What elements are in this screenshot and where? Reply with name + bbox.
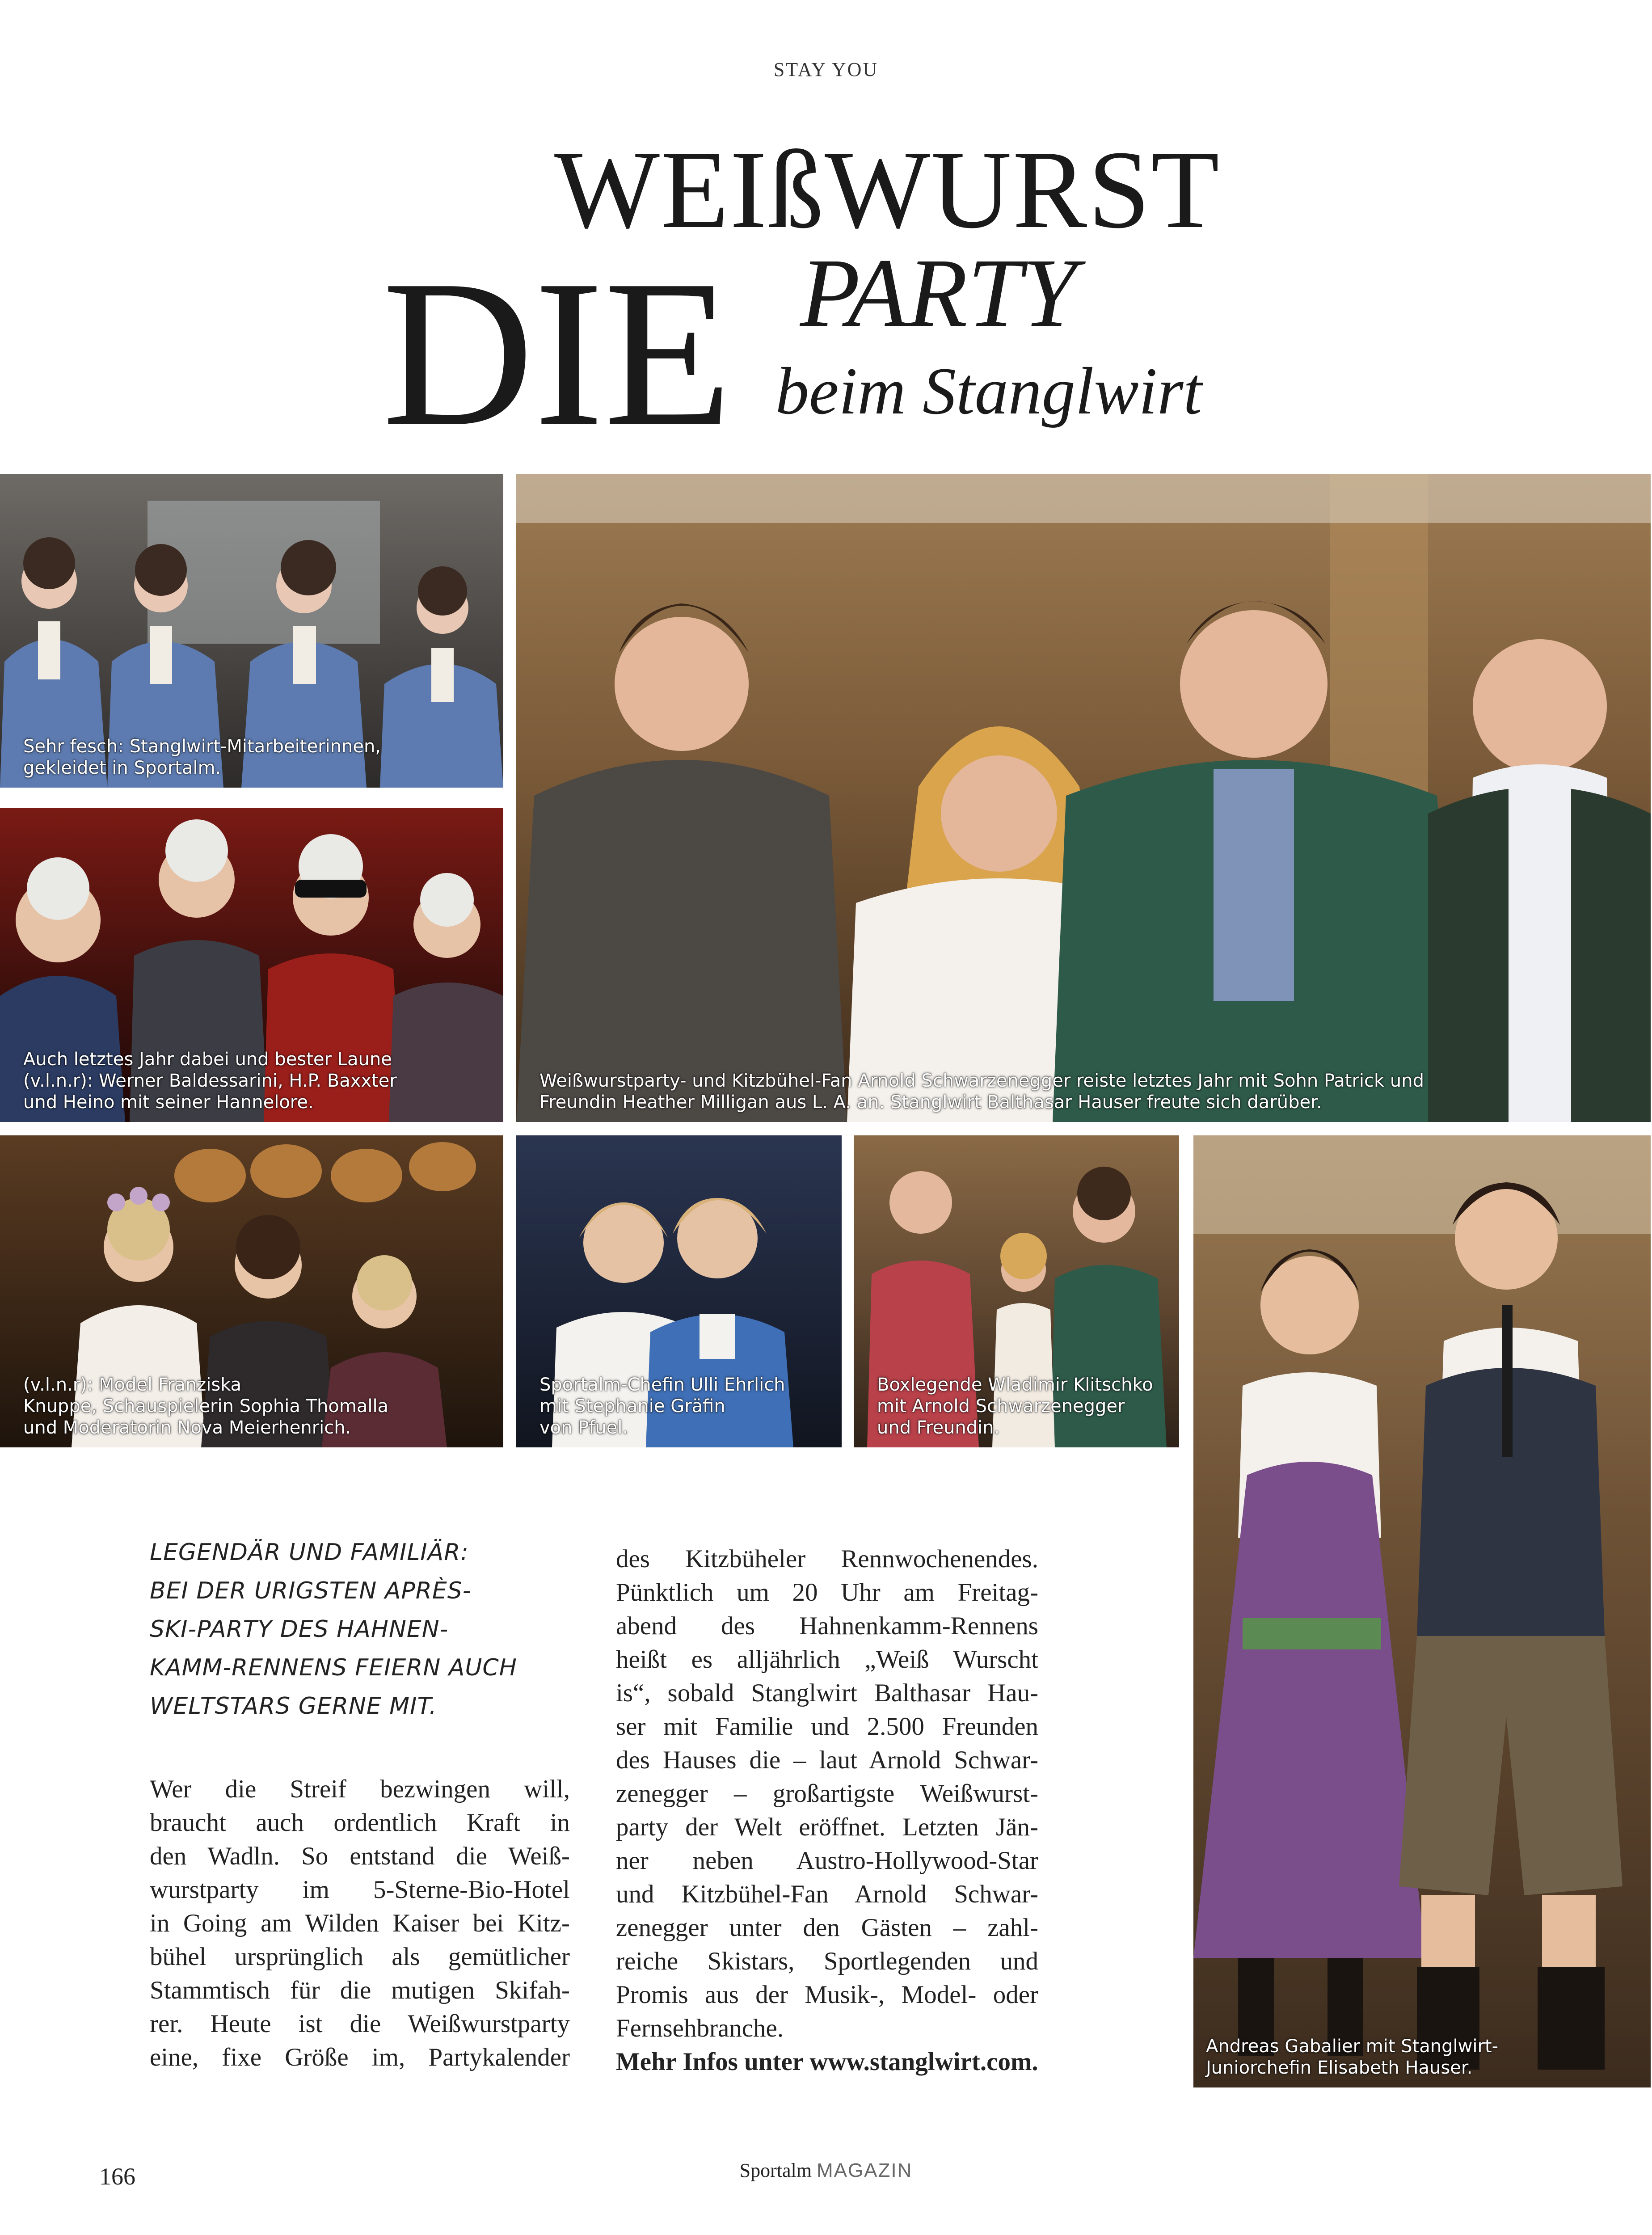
title-party: PARTY (800, 238, 1077, 347)
photo-baldessarini-baxxter-heino (0, 808, 503, 1122)
footer-brand: Sportalm (739, 2159, 812, 2181)
footer-magazine: MAGAZIN (816, 2159, 913, 2181)
photo-gabalier-hauser (1193, 1135, 1651, 2087)
page-number: 166 (99, 2163, 135, 2190)
more-info-link[interactable]: Mehr Infos unter www.stanglwirt.com. (616, 2048, 1038, 2076)
photo-staff (0, 474, 503, 788)
caption-schwarzenegger: Weißwurstparty- und Kitzbühel-Fan Arnold Schwarzenegger reiste letztes Jahr mit Sohn Patrick und Freundin Heather Milligan aus L. A. an. Stanglwirt Balthasar Hauser freute sich darüber. (539, 1071, 1424, 1113)
title-beim-stanglwirt: beim Stanglwirt (775, 354, 1202, 428)
article-column-2: des Kitzbüheler Rennwochenendes. Pünktlich um 20 Uhr am Freitag- abend des Hahnenkamm-Rennens heißt es alljährlich „Weiß Wurscht is“, sobald Stanglwirt Balthasar Hau- ser mit Familie und 2.500 Freunden des Hauses die – laut Arnold Schwar- zenegger – großartigste Weißwurst- party der Welt eröffnet. Letzten Jän- ner neben Austro-Hollywood-Star und Kitzbühel-Fan Arnold Schwar- zenegger unter den Gästen – zahl- reiche Skistars, Sportlegenden und Promis aus der Musik-, Model- oder Fernsehbranche. Mehr Infos unter www.stanglwirt.com. (616, 1542, 1038, 2079)
magazine-footer (0, 2159, 1652, 2182)
caption-ehrlich: Sportalm-Chefin Ulli Ehrlich mit Stephanie Gräfin von Pfuel. (539, 1375, 785, 1438)
caption-knuppe: (v.l.n.r): Model Franziska Knuppe, Schauspielerin Sophia Thomalla und Moderatorin Nova Meierhenrich. (23, 1375, 389, 1438)
photo-schwarzenegger-image (516, 474, 1651, 1122)
article-column-1: Wer die Streif bezwingen will, braucht auch ordentlich Kraft in den Wadln. So entstand die Weiß- wurstparty im 5-Sterne-Bio-Hotel in Going am Wilden Kaiser bei Kitz- bühel ursprünglich als gemütlicher Stammtisch für die mutigen Skifah- rer. Heute ist die Weißwurstparty eine, fixe Größe im, Partykalender (150, 1775, 570, 2071)
caption-staff: Sehr fesch: Stanglwirt-Mitarbeiterinnen, gekleidet in Sportalm. (23, 736, 381, 778)
photo-knuppe-thomalla-meierhenrich (0, 1135, 503, 1447)
photo-gabalier-image (1193, 1135, 1651, 2087)
article-lead: LEGENDÄR UND FAMILIÄR: BEI DER URIGSTEN APRÈS- SKI-PARTY DES HAHNEN- KAMM-RENNENS FEIERN AUCH WELTSTARS GERNE MIT. (150, 1539, 517, 1720)
photo-ehrlich-pfuel (516, 1135, 842, 1447)
section-kicker: STAY YOU (773, 59, 879, 80)
photo-klitschko (854, 1135, 1179, 1447)
caption-klitschko: Boxlegende Wladimir Klitschko mit Arnold Schwarzenegger und Freundin. (877, 1375, 1153, 1438)
title-weisswurst: WEIßWURST (554, 128, 1220, 252)
title-die: DIE (382, 236, 733, 469)
caption-baxxter: Auch letztes Jahr dabei und bester Laune (v.l.n.r): Werner Baldessarini, H.P. Baxxter und Heino mit seiner Hannelore. (23, 1049, 397, 1113)
photo-schwarzenegger-family (516, 474, 1651, 1122)
caption-gabalier: Andreas Gabalier mit Stanglwirt- Juniorchefin Elisabeth Hauser. (1206, 2036, 1499, 2078)
